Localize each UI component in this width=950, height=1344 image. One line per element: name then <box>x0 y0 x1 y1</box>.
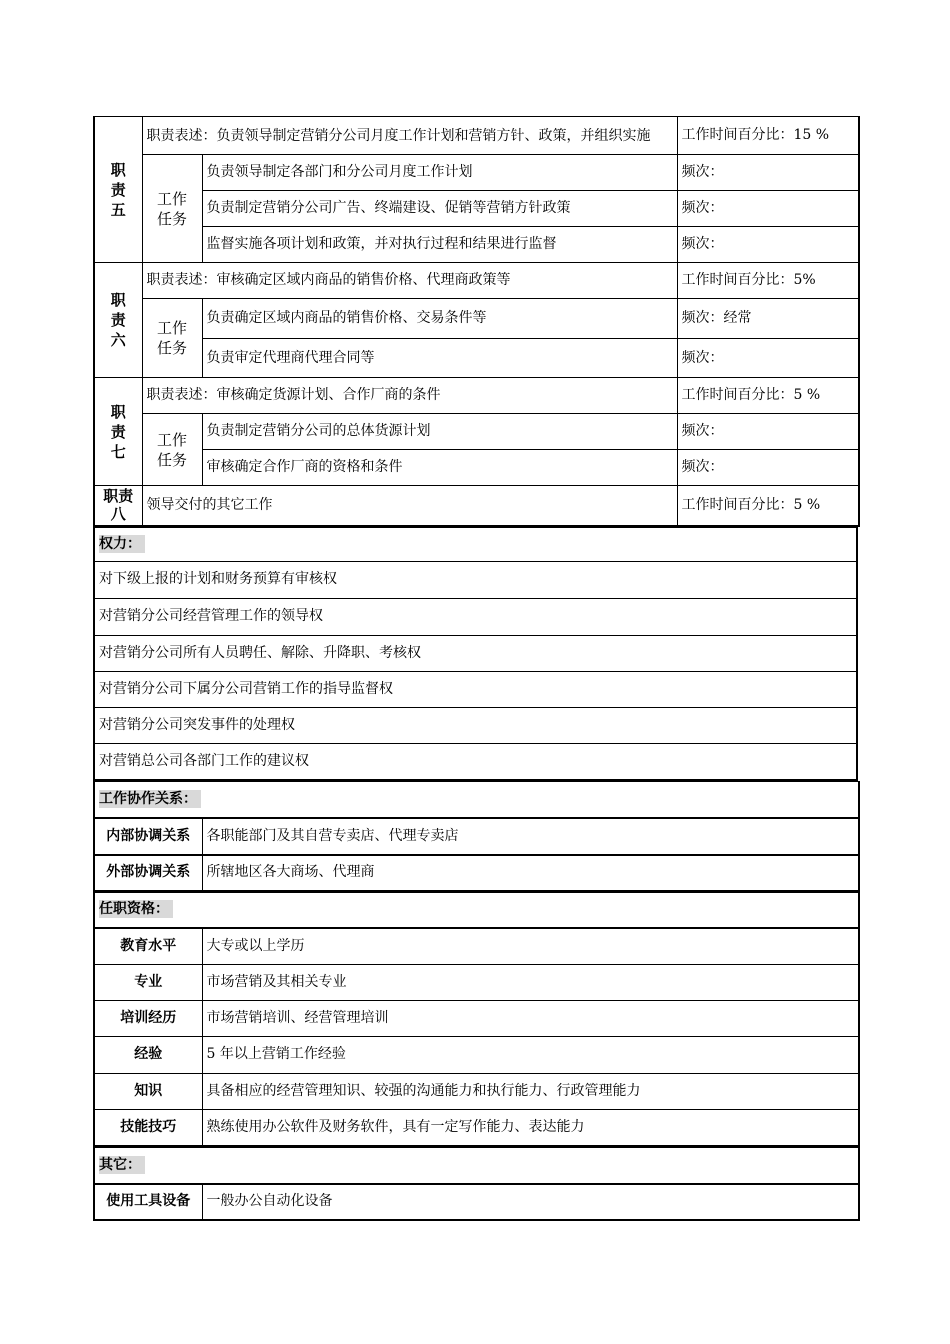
duty-7-label: 职 责 七 <box>94 378 142 486</box>
other-title: 其它： <box>94 1148 859 1184</box>
duty-5-percent: 工作时间百分比：15 % <box>677 117 859 155</box>
duty-8-percent: 工作时间百分比：5 % <box>677 486 859 526</box>
duty-6-task-label: 工作 任务 <box>142 299 202 378</box>
duty-6-description: 职责表述：审核确定区域内商品的销售价格、代理商政策等 <box>142 263 677 299</box>
duty-5-task-1: 负责领导制定各部门和分公司月度工作计划 <box>202 155 677 191</box>
internal-relations-label: 内部协调关系 <box>94 818 202 855</box>
skills-label: 技能技巧 <box>94 1109 202 1146</box>
relations-table <box>93 781 860 892</box>
duty-6-task-2: 负责审定代理商代理合同等 <box>202 339 677 378</box>
duty-6-row <box>94 263 859 299</box>
authority-title: 权力： <box>94 527 857 561</box>
major-label: 专业 <box>94 964 202 1000</box>
authority-item: 对营销分公司所有人员聘任、解除、升降职、考核权 <box>94 635 857 671</box>
other-table <box>93 1147 860 1221</box>
qualifications-title: 任职资格： <box>94 892 859 928</box>
authority-item: 对营销总公司各部门工作的建议权 <box>94 743 857 780</box>
knowledge-value: 具备相应的经营管理知识、较强的沟通能力和执行能力、行政管理能力 <box>202 1073 859 1109</box>
experience-value: 5 年以上营销工作经验 <box>202 1036 859 1073</box>
education-value: 大专或以上学历 <box>202 928 859 964</box>
authority-item: 对营销分公司经营管理工作的领导权 <box>94 598 857 635</box>
duty-5-row <box>94 117 859 155</box>
duty-8-row <box>94 486 859 526</box>
skills-value: 熟练使用办公软件及财务软件，具有一定写作能力、表达能力 <box>202 1109 859 1146</box>
training-label: 培训经历 <box>94 1000 202 1036</box>
duty-7-description: 职责表述：审核确定货源计划、合作厂商的条件 <box>142 378 677 414</box>
knowledge-label: 知识 <box>94 1073 202 1109</box>
duty-7-percent: 工作时间百分比：5 % <box>677 378 859 414</box>
duties-table <box>93 116 860 527</box>
duty-5-task-2: 负责制定营销分公司广告、终端建设、促销等营销方针政策 <box>202 191 677 227</box>
duty-7-row <box>94 378 859 414</box>
duty-5-description: 职责表述：负责领导制定营销分公司月度工作计划和营销方针、政策，并组织实施 <box>142 117 677 155</box>
training-value: 市场营销培训、经营管理培训 <box>202 1000 859 1036</box>
authority-item: 对营销分公司下属分公司营销工作的指导监督权 <box>94 671 857 707</box>
internal-relations-value: 各职能部门及其自营专卖店、代理专卖店 <box>202 818 859 855</box>
authority-item: 对营销分公司突发事件的处理权 <box>94 707 857 743</box>
duty-7-task-2: 审核确定合作厂商的资格和条件 <box>202 450 677 486</box>
duty-5-task-3: 监督实施各项计划和政策，并对执行过程和结果进行监督 <box>202 227 677 263</box>
duty-7-task-label: 工作 任务 <box>142 414 202 486</box>
duty-7-task-1: 负责制定营销分公司的总体货源计划 <box>202 414 677 450</box>
duty-7-task-1-freq: 频次： <box>677 414 859 450</box>
major-value: 市场营销及其相关专业 <box>202 964 859 1000</box>
duty-7-task-2-freq: 频次： <box>677 450 859 486</box>
experience-label: 经验 <box>94 1036 202 1073</box>
duty-6-task-2-freq: 频次： <box>677 339 859 378</box>
authority-table <box>93 527 858 782</box>
relations-title: 工作协作关系： <box>94 782 859 818</box>
external-relations-label: 外部协调关系 <box>94 855 202 891</box>
duty-6-percent: 工作时间百分比：5% <box>677 263 859 299</box>
education-label: 教育水平 <box>94 928 202 964</box>
duty-6-task-1-freq: 频次：经常 <box>677 299 859 339</box>
external-relations-value: 所辖地区各大商场、代理商 <box>202 855 859 891</box>
qualifications-table <box>93 892 860 1148</box>
duty-6-label: 职 责 六 <box>94 263 142 378</box>
duty-8-label: 职责 八 <box>94 486 142 526</box>
duty-5-task-label: 工作 任务 <box>142 155 202 263</box>
duty-8-description: 领导交付的其它工作 <box>142 486 677 526</box>
tools-label: 使用工具设备 <box>94 1184 202 1220</box>
duty-5-task-2-freq: 频次： <box>677 191 859 227</box>
duty-5-task-1-freq: 频次： <box>677 155 859 191</box>
authority-item: 对下级上报的计划和财务预算有审核权 <box>94 561 857 598</box>
job-description-page <box>93 116 858 1221</box>
duty-5-task-3-freq: 频次： <box>677 227 859 263</box>
duty-6-task-1: 负责确定区域内商品的销售价格、交易条件等 <box>202 299 677 339</box>
duty-5-label: 职 责 五 <box>94 117 142 263</box>
tools-value: 一般办公自动化设备 <box>202 1184 859 1220</box>
